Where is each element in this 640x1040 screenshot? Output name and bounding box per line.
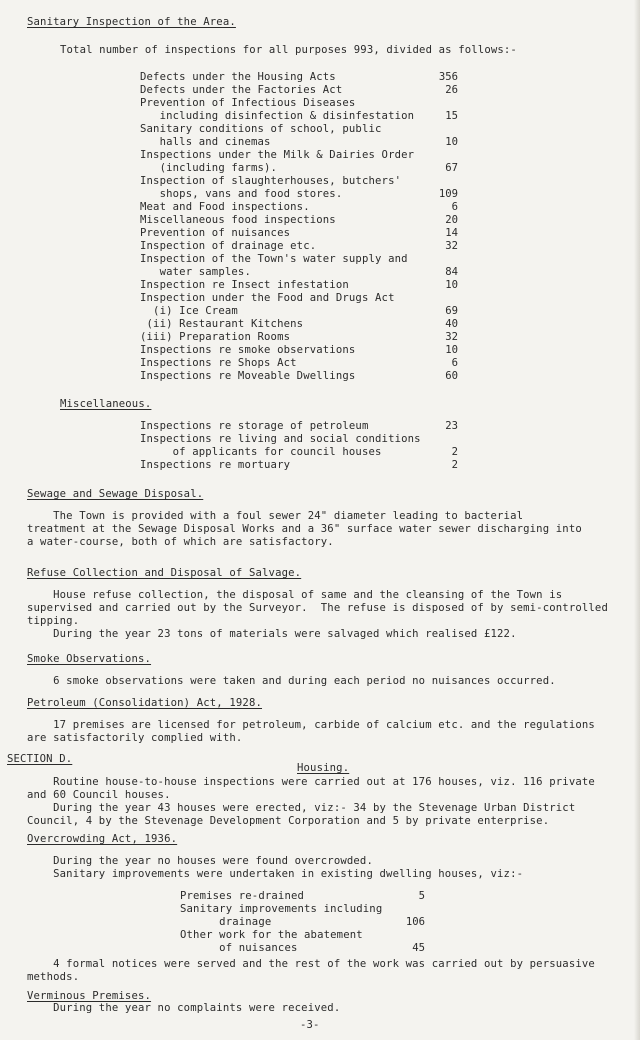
- housing-heading: Housing.: [297, 762, 350, 774]
- housing-paragraph: Routine house-to-house inspections were carried out at 176 houses, viz. 116 private: [27, 776, 595, 788]
- inspection-item-value: 67: [445, 162, 458, 174]
- inspection-item-value: 32: [445, 240, 458, 252]
- overcrowding-after: 4 formal notices were served and the rest of the work was carried out by persuasive: [27, 958, 595, 970]
- smoke-paragraph: 6 smoke observations were taken and during each period no nuisances occurred.: [27, 675, 556, 687]
- improvement-item-label: drainage: [180, 916, 272, 928]
- misc-item-label: Inspections re storage of petroleum: [140, 420, 369, 432]
- inspection-item-value: 84: [445, 266, 458, 278]
- misc-item-value: 2: [451, 459, 458, 471]
- refuse-paragraph: supervised and carried out by the Surveyor. The refuse is disposed of by semi-controlled: [27, 602, 608, 614]
- housing-paragraph: and 60 Council houses.: [27, 789, 171, 801]
- inspection-item-label: Prevention of nuisances: [140, 227, 291, 239]
- inspection-item-value: 10: [445, 279, 458, 291]
- inspection-item-label: water samples.: [140, 266, 251, 278]
- refuse-heading: Refuse Collection and Disposal of Salvage.: [27, 567, 302, 579]
- inspection-item-value: 109: [438, 188, 458, 200]
- verminous-heading: Verminous Premises.: [27, 990, 152, 1002]
- inspection-item-value: 20: [445, 214, 458, 226]
- inspection-item-label: Inspections under the Milk & Dairies Order: [140, 149, 415, 161]
- inspection-item-label: (ii) Restaurant Kitchens: [140, 318, 304, 330]
- overcrowding-after: methods.: [27, 971, 80, 983]
- inspection-item-value: 356: [438, 71, 458, 83]
- verminous-paragraph: During the year no complaints were received.: [27, 1002, 341, 1014]
- improvement-item-value: 5: [418, 890, 425, 902]
- inspection-item-value: 14: [445, 227, 458, 239]
- inspection-item-label: shops, vans and food stores.: [140, 188, 343, 200]
- inspection-item-label: Inspections re Shops Act: [140, 357, 297, 369]
- overcrowding-heading: Overcrowding Act, 1936.: [27, 833, 178, 845]
- page-edge-shadow: [634, 0, 640, 1040]
- petroleum-paragraph: are satisfactorily complied with.: [27, 732, 243, 744]
- misc-item-label: Inspections re living and social conditions: [140, 433, 421, 445]
- improvement-item-label: Other work for the abatement: [180, 929, 363, 941]
- smoke-heading: Smoke Observations.: [27, 653, 152, 665]
- improvement-item-value: 45: [412, 942, 425, 954]
- refuse-paragraph: tipping.: [27, 615, 80, 627]
- inspection-item-label: (iii) Preparation Rooms: [140, 331, 291, 343]
- inspection-item-label: Miscellaneous food inspections: [140, 214, 336, 226]
- inspection-item-value: 10: [445, 344, 458, 356]
- inspection-item-value: 26: [445, 84, 458, 96]
- refuse-paragraph: During the year 23 tons of materials were salvaged which realised £122.: [27, 628, 517, 640]
- petroleum-heading: Petroleum (Consolidation) Act, 1928.: [27, 697, 263, 709]
- inspection-item-value: 40: [445, 318, 458, 330]
- sewage-paragraph: a water-course, both of which are satisfactory.: [27, 536, 334, 548]
- inspection-item-value: 15: [445, 110, 458, 122]
- misc-item-label: of applicants for council houses: [140, 446, 382, 458]
- inspection-item-label: including disinfection & disinfestation: [140, 110, 415, 122]
- inspection-item-label: (including farms).: [140, 162, 278, 174]
- inspection-item-label: Sanitary conditions of school, public: [140, 123, 382, 135]
- improvement-item-label: Sanitary improvements including: [180, 903, 383, 915]
- petroleum-paragraph: 17 premises are licensed for petroleum, carbide of calcium etc. and the regulations: [27, 719, 595, 731]
- inspection-item-value: 10: [445, 136, 458, 148]
- overcrowding-paragraph: Sanitary improvements were undertaken in existing dwelling houses, viz:-: [27, 868, 524, 880]
- inspection-item-label: Prevention of Infectious Diseases: [140, 97, 356, 109]
- inspection-item-label: Inspection of slaughterhouses, butchers': [140, 175, 402, 187]
- housing-paragraph: Council, 4 by the Stevenage Development Corporation and 5 by private enterprise.: [27, 815, 550, 827]
- housing-paragraph: During the year 43 houses were erected, viz:- 34 by the Stevenage Urban District: [27, 802, 576, 814]
- intro-text: Total number of inspections for all purposes 993, divided as follows:-: [60, 44, 517, 56]
- inspection-item-label: Defects under the Factories Act: [140, 84, 343, 96]
- sewage-paragraph: treatment at the Sewage Disposal Works and a 36" surface water sewer discharging into: [27, 523, 582, 535]
- inspection-item-label: Inspections re Moveable Dwellings: [140, 370, 356, 382]
- inspection-item-label: Meat and Food inspections.: [140, 201, 310, 213]
- section-title: Sanitary Inspection of the Area.: [27, 16, 236, 28]
- inspection-item-value: 60: [445, 370, 458, 382]
- improvement-item-label: of nuisances: [180, 942, 298, 954]
- sewage-paragraph: The Town is provided with a foul sewer 24" diameter leading to bacterial: [27, 510, 524, 522]
- inspection-item-value: 6: [451, 357, 458, 369]
- inspection-item-label: Inspection of the Town's water supply and: [140, 253, 408, 265]
- improvement-item-label: Premises re-drained: [180, 890, 305, 902]
- page-number: -3-: [300, 1019, 320, 1031]
- inspection-item-value: 69: [445, 305, 458, 317]
- misc-heading: Miscellaneous.: [60, 398, 152, 410]
- misc-item-value: 23: [445, 420, 458, 432]
- inspection-item-label: Inspection under the Food and Drugs Act: [140, 292, 395, 304]
- improvement-item-value: 106: [405, 916, 425, 928]
- inspection-item-value: 6: [451, 201, 458, 213]
- misc-item-label: Inspections re mortuary: [140, 459, 291, 471]
- overcrowding-paragraph: During the year no houses were found overcrowded.: [27, 855, 373, 867]
- inspection-item-label: halls and cinemas: [140, 136, 271, 148]
- inspection-item-label: Defects under the Housing Acts: [140, 71, 336, 83]
- inspection-item-value: 32: [445, 331, 458, 343]
- misc-item-value: 2: [451, 446, 458, 458]
- refuse-paragraph: House refuse collection, the disposal of same and the cleansing of the Town is: [27, 589, 563, 601]
- inspection-item-label: Inspection re Insect infestation: [140, 279, 349, 291]
- section-label: SECTION D.: [7, 753, 73, 765]
- inspection-item-label: Inspection of drainage etc.: [140, 240, 317, 252]
- inspection-item-label: (i) Ice Cream: [140, 305, 238, 317]
- sewage-heading: Sewage and Sewage Disposal.: [27, 488, 204, 500]
- inspection-item-label: Inspections re smoke observations: [140, 344, 356, 356]
